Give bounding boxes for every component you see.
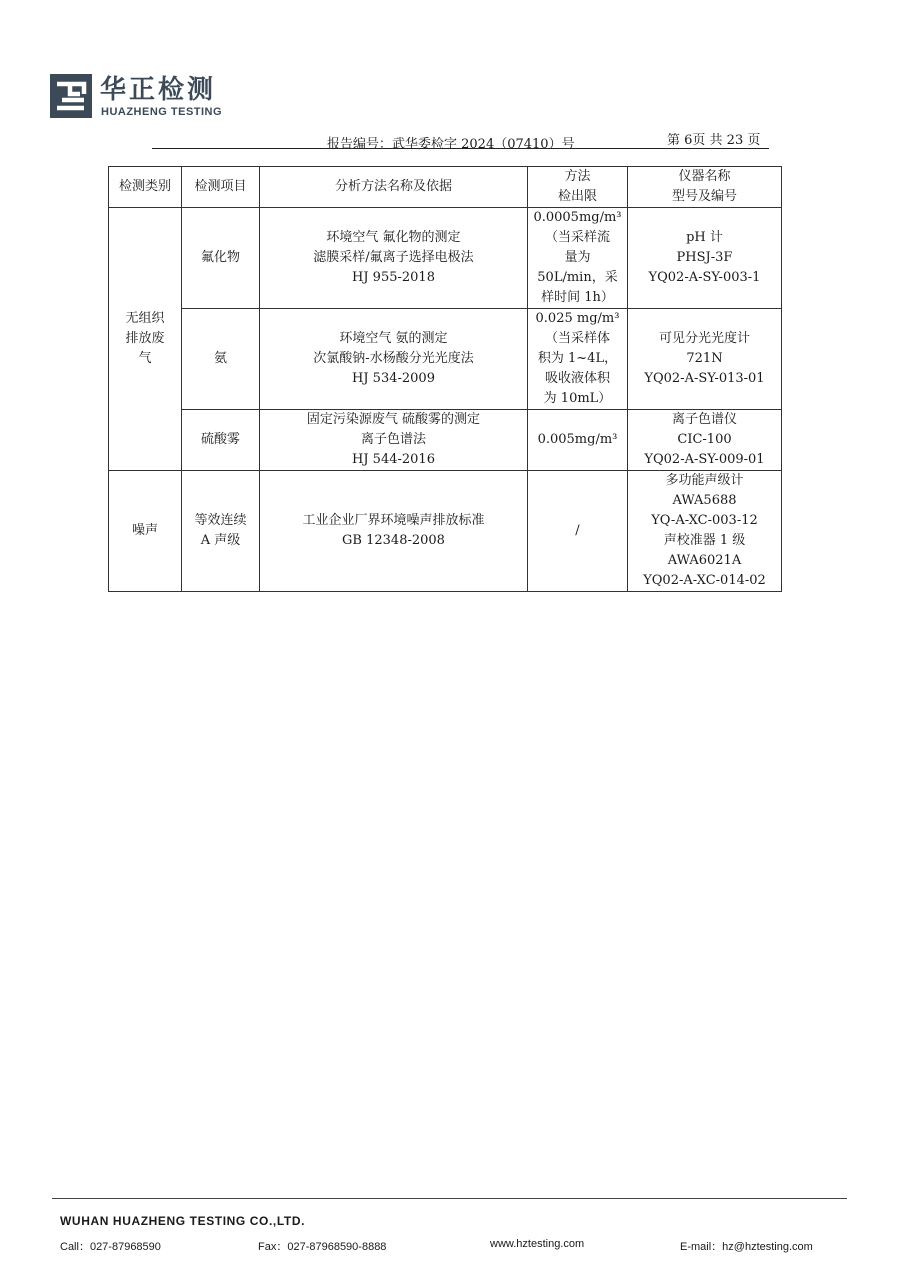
limit-cell: /	[528, 471, 628, 592]
header-limit: 方法 检出限	[528, 167, 628, 208]
table-row	[109, 471, 782, 592]
header-method: 分析方法名称及依据	[260, 167, 528, 208]
table-row	[109, 208, 782, 309]
instrument-cell: 多功能声级计 AWA5688 YQ-A-XC-003-12 声校准器 1 级 AWA6021A YQ02-A-XC-014-02	[628, 471, 782, 592]
header-category: 检测类别	[109, 167, 182, 208]
item-cell: 硫酸雾	[182, 410, 260, 471]
method-cell: 环境空气 氨的测定 次氯酸钠-水杨酸分光光度法 HJ 534-2009	[260, 309, 528, 410]
table-header-row	[109, 167, 782, 208]
item-cell: 等效连续 A 声级	[182, 471, 260, 592]
limit-cell: 0.025 mg/m³ （当采样体 积为 1~4L， 吸收液体积 为 10mL）	[528, 309, 628, 410]
footer-divider	[52, 1198, 847, 1199]
method-cell: 固定污染源废气 硫酸雾的测定 离子色谱法 HJ 544-2016	[260, 410, 528, 471]
logo-english-text: HUAZHENG TESTING	[101, 106, 223, 118]
item-cell: 氨	[182, 309, 260, 410]
footer-fax: Fax：027-87968590-8888	[258, 1241, 387, 1253]
logo-chinese-text: 华正检测	[100, 75, 217, 105]
category-cell: 噪声	[109, 471, 182, 592]
method-cell: 环境空气 氟化物的测定 滤膜采样/氟离子选择电极法 HJ 955-2018	[260, 208, 528, 309]
huazheng-logo-icon	[50, 74, 92, 118]
header-instrument: 仪器名称 型号及编号	[628, 167, 782, 208]
item-cell: 氟化物	[182, 208, 260, 309]
instrument-cell: 可见分光光度计 721N YQ02-A-SY-013-01	[628, 309, 782, 410]
instrument-cell: 离子色谱仪 CIC-100 YQ02-A-SY-009-01	[628, 410, 782, 471]
footer-website-link[interactable]: www.hztesting.com	[490, 1238, 585, 1250]
table-row	[109, 309, 782, 410]
detection-methods-table	[108, 166, 782, 592]
header-item: 检测项目	[182, 167, 260, 208]
page-number: 第 6页 共 23 页	[667, 133, 761, 148]
table-row	[109, 410, 782, 471]
footer-phone: Call：027-87968590	[60, 1241, 161, 1253]
instrument-cell: pH 计 PHSJ-3F YQ02-A-SY-003-1	[628, 208, 782, 309]
category-cell: 无组织 排放废 气	[109, 208, 182, 471]
footer-company-name: WUHAN HUAZHENG TESTING CO.,LTD.	[60, 1214, 306, 1228]
limit-cell: 0.005mg/m³	[528, 410, 628, 471]
report-number: 报告编号：武华委检字 2024（07410）号	[327, 137, 575, 152]
header-divider	[152, 148, 769, 149]
company-logo	[50, 74, 232, 124]
footer-email-link[interactable]: E-mail：hz@hztesting.com	[680, 1241, 813, 1253]
method-cell: 工业企业厂界环境噪声排放标准 GB 12348-2008	[260, 471, 528, 592]
limit-cell: 0.0005mg/m³ （当采样流 量为 50L/min，采 样时间 1h）	[528, 208, 628, 309]
